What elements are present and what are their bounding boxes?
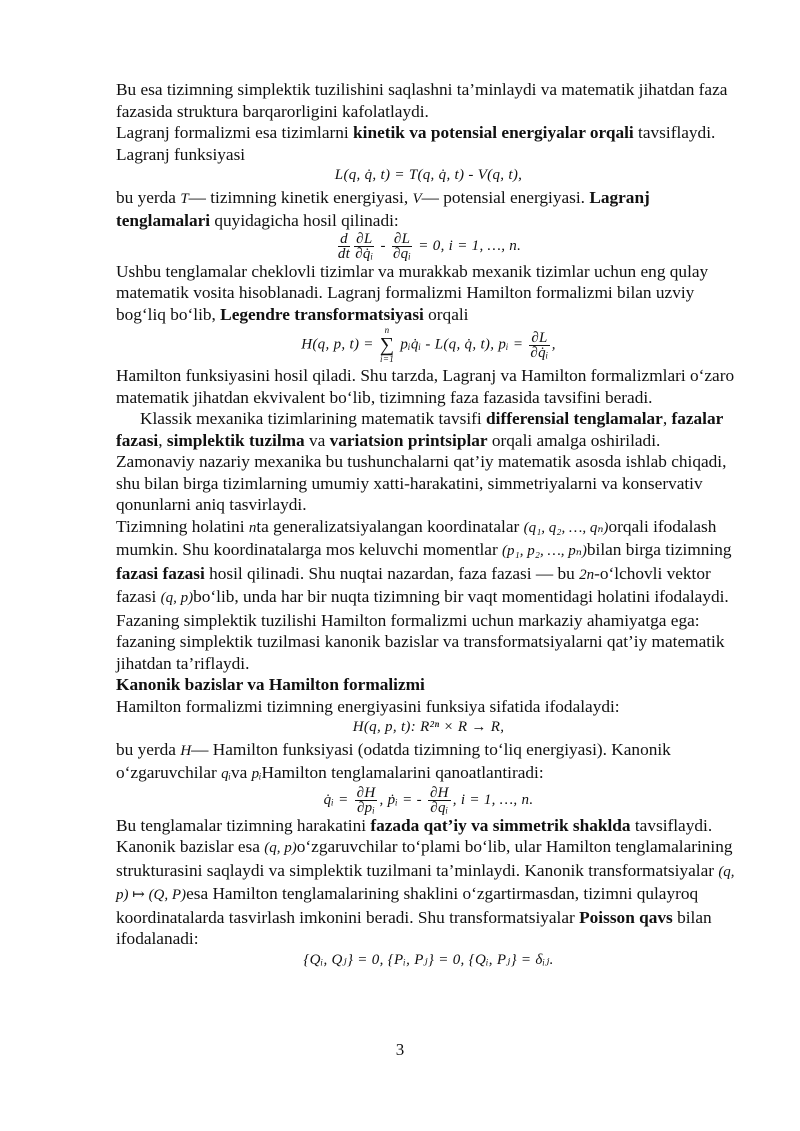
paragraph-4: [116, 261, 741, 326]
text: bo‘lib, unda har bir nuqta tizimning bir vaqt momentidagi holatini ifodalaydi. Fazaning simplektik tuzilishi Hamilton formalizmi uchun markaziy ahamiyatga ega: fazaning simplektik tuzilmasi kanonik bazislar va transformatsiyalarni qat’iy matematik jihatdan ta’riflaydi.: [116, 587, 729, 673]
math-inline: (q, p) ↦ (Q, P): [116, 863, 735, 903]
section-heading: Kanonik bazislar va Hamilton formalizmi: [116, 675, 425, 694]
equation-hamilton-equations: q̇ᵢ = $\frac{\partial H}{\text{∂pᵢ}}$ , ṗᵢ = - $\frac{\partial H}{\text{∂qᵢ}}$ , i = 1, …, n.: [323, 784, 534, 816]
fraction: $\frac{\partial H}{\text{∂pᵢ}}$: [356, 784, 376, 816]
paragraph-2: [116, 122, 741, 165]
text: va: [230, 763, 252, 782]
paragraph-9: [116, 739, 741, 786]
paragraph-3: [116, 187, 741, 232]
bold-text: kinetik va potensial energiyalar orqali: [353, 123, 634, 142]
text: orqali: [423, 304, 469, 324]
bold-text: Legendre transformatsiyasi: [220, 304, 424, 324]
paragraph-7: [116, 516, 741, 675]
summation-symbol: n ∑ i=1: [379, 325, 395, 364]
paragraph-6: [116, 408, 741, 516]
bold-text: Poisson qavs: [579, 907, 673, 927]
bold-text: variatsion printsiplar: [329, 430, 488, 450]
text: Klassik mexanika tizimlarining matematik tavsifi: [140, 409, 487, 428]
text: ,: [158, 430, 167, 450]
math-symbol: T: [180, 190, 189, 207]
text: — tizimning kinetik energiyasi,: [188, 187, 413, 207]
paragraph-1: Bu esa tizimning simplektik tuzilishini saqlashni ta’minlaydi va matematik jihatdan faza fazasida struktura barqarorligini kafolatlaydi.: [116, 80, 728, 121]
bold-text: fazalar fazasi: [116, 409, 723, 450]
math-symbol: H: [180, 742, 192, 759]
text: bilan birga tizimning: [586, 540, 732, 559]
math-symbol: n: [248, 519, 257, 536]
equation-hamiltonian-legendre: H(q, p, t) = n ∑ i=1 pᵢq̇ᵢ - L(q, q̇, t), pᵢ = $\frac{\partial L}{\text{∂q̇ᵢ}}$ ,: [301, 325, 556, 364]
text: bu yerda: [116, 187, 181, 207]
math-inline: (q, p): [264, 840, 297, 856]
text: Lagranj formalizmi esa tizimlarni: [116, 123, 354, 142]
math-symbol: pᵢ: [251, 766, 262, 782]
math-symbol: V: [412, 190, 422, 207]
text: -o‘lchovli vektor fazasi: [116, 563, 711, 606]
math-inline: (q, p): [160, 590, 194, 606]
equation-poisson-brackets: {Qᵢ, Qⱼ} = 0, {Pᵢ, Pⱼ} = 0, {Qᵢ, Pⱼ} = δᵢⱼ.: [303, 951, 554, 968]
fraction: $\frac{\partial L}{\text{∂q̇ᵢ}}$: [355, 230, 374, 262]
fraction: $\frac{\partial L}{\text{∂q̇ᵢ}}$: [530, 329, 549, 361]
document-page: [116, 79, 741, 971]
text: esa Hamilton tenglamalarining shaklini o‘zgartirmasdan, tizimni qulayroq koordinatalarda tasvirlash imkonini beradi. Shu transformatsiyalar: [116, 884, 699, 927]
text: orqali ifodalash mumkin. Shu koordinatalarga mos keluvchi momentlar: [116, 516, 717, 559]
paragraph-8: Hamilton formalizmi tizimning energiyasini funksiya sifatida ifodalaydi:: [116, 696, 620, 716]
fraction: $\frac{\partial H}{\text{∂qᵢ}}$: [429, 784, 449, 816]
bold-text: differensial tenglamalar: [486, 409, 663, 428]
text: Tizimning holatini: [116, 516, 249, 536]
equation-hamilton-function: H(q, p, t): R²ⁿ × R → R,: [352, 719, 505, 735]
text: va: [304, 430, 330, 450]
math-inline: 2n: [579, 566, 595, 583]
text: orqali amalga oshiriladi. Zamonaviy nazariy mexanika bu tushunchalarni qat’iy matematik asosda ishlab chiqadi, shu bilan birga tizimlarning umumiy xatti-harakatini, simmetriyalarni va konservativ qonunlarni aniq tasvirlaydi.: [116, 430, 727, 514]
fraction: $\frac{\partial L}{\text{∂qᵢ}}$: [392, 230, 412, 262]
equation-lagrangian: L(q, q̇, t) = T(q, q̇, t) - V(q, t),: [334, 167, 523, 183]
text: bu yerda: [116, 739, 181, 759]
text: bilan ifodalanadi:: [116, 907, 712, 948]
math-inline: (p₁, p₂, …, pₙ): [502, 543, 587, 559]
paragraph-5: Hamilton funksiyasini hosil qiladi. Shu tarzda, Lagranj va Hamilton formalizmlari o‘zaro matematik jihatdan ekvivalent bo‘lib, tizimning faza fazasida tavsifini beradi.: [116, 366, 735, 407]
page-number: 3: [395, 1040, 405, 1059]
text: tavsiflaydi. Kanonik bazislar esa: [116, 815, 713, 856]
text: — potensial energiyasi.: [421, 187, 590, 207]
text: Ushbu tenglamalar cheklovli tizimlar va murakkab mexanik tizimlar uchun eng qulay matematik vosita hisoblanadi. Lagranj formalizmi Hamilton formalizmi bilan uzviy bog‘liq bo‘lib,: [116, 261, 709, 324]
text: o‘zgaruvchilar to‘plami bo‘lib, ular Hamilton tenglamalarining strukturasini saqlaydi va simplektik tuzilmani ta’minlaydi. Kanonik transformatsiyalar: [116, 837, 733, 880]
math-inline: (q₁, q₂, …, qₙ): [523, 519, 609, 536]
paragraph-10: [116, 815, 741, 950]
bold-text: fazasi fazasi: [116, 563, 205, 583]
text: quyidagicha hosil qilinadi:: [210, 211, 399, 230]
bold-text: Lagranj tenglamalari: [116, 187, 650, 230]
text: — Hamilton funksiyasi (odatda tizimning to‘liq energiyasi). Kanonik o‘zgaruvchilar: [116, 739, 671, 782]
text: hosil qilinadi. Shu nuqtai nazardan, faza fazasi — bu: [204, 563, 580, 583]
text: tavsiflaydi. Lagranj funksiyasi: [116, 123, 716, 164]
bold-text: simplektik tuzilma: [166, 430, 305, 450]
fraction: $\frac{d}{dt}$: [337, 230, 351, 262]
text: ,: [662, 409, 672, 428]
text: ta generalizatsiyalangan koordinatalar: [256, 516, 524, 536]
bold-text: fazada qat’iy va simmetrik shaklda: [370, 815, 631, 835]
math-symbol: qᵢ: [221, 766, 231, 782]
text: Hamilton tenglamalarini qanoatlantiradi:: [261, 763, 544, 782]
equation-lagrange-equations: $\frac{d}{dt}$ $\frac{\partial L}{\text{∂q̇ᵢ}}$ - $\frac{\partial L}{\text{∂qᵢ}}$ = 0, i = 1, …, n.: [337, 230, 522, 262]
text: Bu tenglamalar tizimning harakatini: [116, 815, 371, 835]
